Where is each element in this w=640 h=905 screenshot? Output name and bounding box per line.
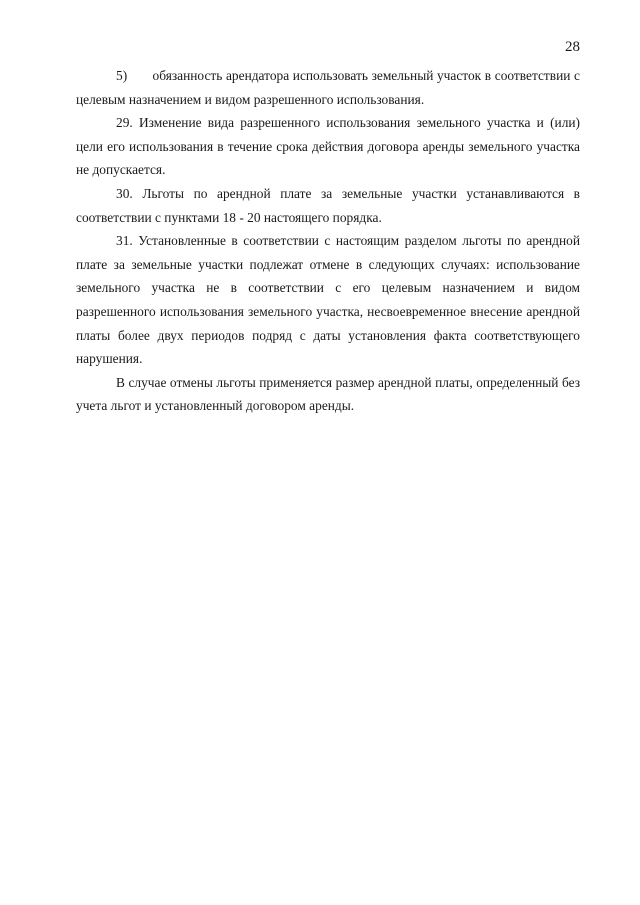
paragraph-benefit-cancellation: В случае отмены льготы применяется размер арендной платы, определенный без учета льгот и установленный договором аренды. (76, 374, 580, 414)
page-number: 28 (565, 39, 580, 55)
paragraph-30: 30. Льготы по арендной плате за земельные участки устанавливаются в соответствии с пунктами 18 - 20 настоящего порядка. (76, 185, 580, 225)
paragraph-29: 29. Изменение вида разрешенного использования земельного участка и (или) цели его использования в течение срока действия договора аренды земельного участка не допускается. (76, 115, 580, 178)
paragraph-item-5: 5) обязанность арендатора использовать земельный участок в соответствии с целевым назначением и видом разрешенного использования. (76, 68, 580, 107)
document-body (76, 64, 580, 418)
paragraph-31: 31. Установленные в соответствии с настоящим разделом льготы по арендной плате за земельные участки подлежат отмене в следующих случаях: использование земельного участка не в соответствии с его целевым назначением и видом разрешенного использования земельного участка, несвоевременное внесение арендной платы более двух периодов подряд с даты установления факта соответствующего нарушения. (76, 233, 580, 367)
